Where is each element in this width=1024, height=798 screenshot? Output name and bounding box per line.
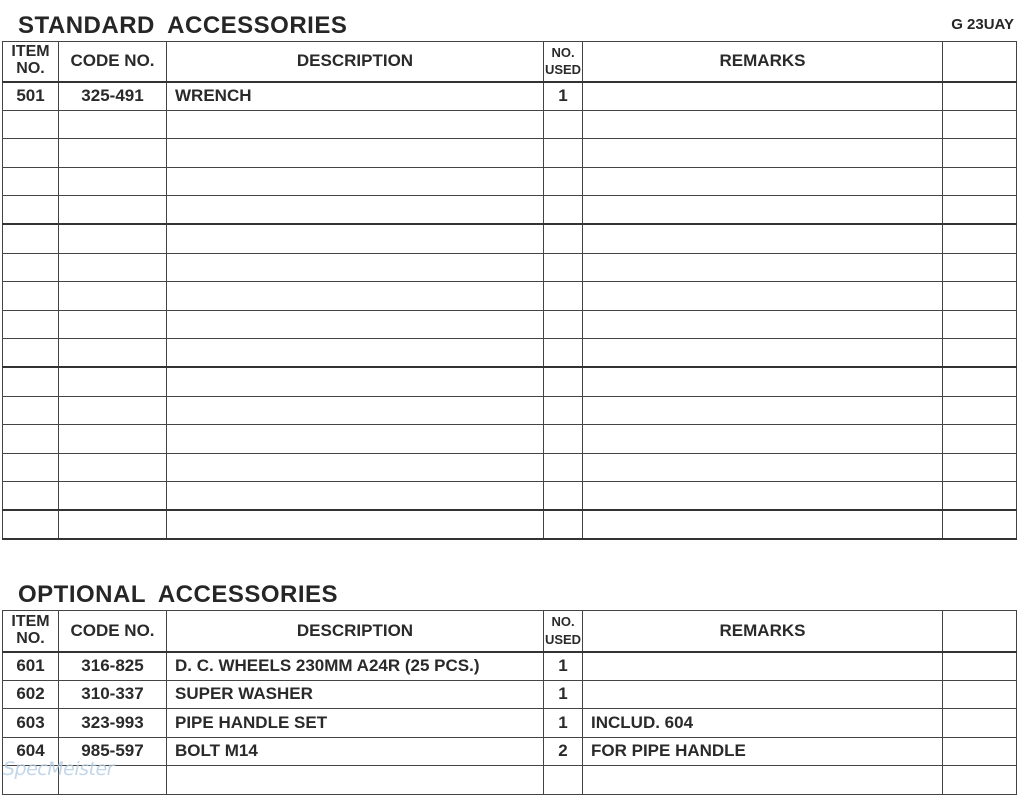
code-no-cell — [59, 282, 167, 311]
remarks-header: REMARKS — [583, 611, 943, 652]
item-no-cell — [3, 339, 59, 368]
table-row — [3, 453, 1017, 482]
table-row — [3, 167, 1017, 196]
table-row — [3, 310, 1017, 339]
description-cell: WRENCH — [167, 82, 544, 111]
remarks-cell — [583, 196, 943, 225]
description-cell: SUPER WASHER — [167, 680, 544, 709]
description-cell: BOLT M14 — [167, 737, 544, 766]
item-no-cell — [3, 396, 59, 425]
no-used-header: NO. USED — [544, 42, 583, 82]
item-no-cell — [3, 510, 59, 539]
remarks-cell — [583, 253, 943, 282]
table-row — [3, 139, 1017, 168]
remarks-cell — [583, 510, 943, 539]
item-no-cell — [3, 110, 59, 139]
optional-accessories-table — [2, 610, 1017, 795]
description-header: DESCRIPTION — [167, 42, 544, 82]
description-cell — [167, 196, 544, 225]
no-used-cell — [544, 339, 583, 368]
blank-cell — [943, 709, 1017, 738]
code-no-header: CODE NO. — [59, 611, 167, 652]
table-row — [3, 510, 1017, 539]
code-no-cell — [59, 367, 167, 396]
item-no-cell: 501 — [3, 82, 59, 111]
remarks-cell — [583, 339, 943, 368]
table-header-row — [3, 42, 1017, 82]
no-used-cell — [544, 367, 583, 396]
blank-cell — [943, 167, 1017, 196]
code-no-cell — [59, 167, 167, 196]
code-no-header: CODE NO. — [59, 42, 167, 82]
no-used-cell — [544, 396, 583, 425]
code-no-cell — [59, 310, 167, 339]
blank-cell — [943, 680, 1017, 709]
no-used-cell — [544, 310, 583, 339]
table-row — [3, 367, 1017, 396]
item-no-cell — [3, 196, 59, 225]
remarks-cell — [583, 425, 943, 454]
code-no-cell — [59, 224, 167, 253]
blank-cell — [943, 652, 1017, 681]
remarks-header: REMARKS — [583, 42, 943, 82]
no-used-cell — [544, 282, 583, 311]
item-no-cell — [3, 453, 59, 482]
blank-cell — [943, 367, 1017, 396]
item-no-cell: 602 — [3, 680, 59, 709]
blank-cell — [943, 139, 1017, 168]
blank-cell — [943, 737, 1017, 766]
no-used-cell: 1 — [544, 82, 583, 111]
no-used-cell — [544, 224, 583, 253]
code-no-cell: 325-491 — [59, 82, 167, 111]
no-used-cell — [544, 253, 583, 282]
no-used-cell — [544, 167, 583, 196]
code-no-cell: 985-597 — [59, 737, 167, 766]
code-no-cell — [59, 425, 167, 454]
description-cell — [167, 139, 544, 168]
item-no-cell — [3, 482, 59, 511]
description-cell — [167, 310, 544, 339]
blank-cell — [943, 396, 1017, 425]
table-row — [3, 766, 1017, 795]
item-no-cell — [3, 367, 59, 396]
code-no-cell — [59, 396, 167, 425]
description-cell — [167, 282, 544, 311]
table-header-row — [3, 611, 1017, 652]
blank-cell — [943, 110, 1017, 139]
code-no-cell — [59, 339, 167, 368]
no-used-cell — [544, 139, 583, 168]
no-used-cell: 2 — [544, 737, 583, 766]
remarks-cell — [583, 396, 943, 425]
table-row — [3, 253, 1017, 282]
table-row — [3, 652, 1017, 681]
item-no-cell: 601 — [3, 652, 59, 681]
blank-header — [943, 611, 1017, 652]
remarks-cell — [583, 367, 943, 396]
code-no-cell: 323-993 — [59, 709, 167, 738]
remarks-cell — [583, 282, 943, 311]
item-no-cell: 604 — [3, 737, 59, 766]
item-no-cell — [3, 167, 59, 196]
code-no-cell — [59, 110, 167, 139]
remarks-cell: FOR PIPE HANDLE — [583, 737, 943, 766]
item-no-header: ITEM NO. — [3, 42, 59, 82]
remarks-cell — [583, 652, 943, 681]
description-cell — [167, 453, 544, 482]
description-cell — [167, 167, 544, 196]
item-no-cell — [3, 425, 59, 454]
no-used-cell — [544, 482, 583, 511]
description-cell — [167, 510, 544, 539]
item-no-cell — [3, 766, 59, 795]
no-used-cell — [544, 453, 583, 482]
remarks-cell — [583, 766, 943, 795]
remarks-cell — [583, 110, 943, 139]
item-no-cell — [3, 224, 59, 253]
description-header: DESCRIPTION — [167, 611, 544, 652]
no-used-cell — [544, 425, 583, 454]
item-no-header: ITEM NO. — [3, 611, 59, 652]
standard-accessories-title: STANDARD ACCESSORIES — [18, 12, 348, 39]
blank-header — [943, 42, 1017, 82]
description-cell — [167, 253, 544, 282]
remarks-cell — [583, 224, 943, 253]
code-no-cell — [59, 766, 167, 795]
blank-cell — [943, 253, 1017, 282]
code-no-cell — [59, 510, 167, 539]
no-used-cell — [544, 110, 583, 139]
description-cell: D. C. WHEELS 230MM A24R (25 PCS.) — [167, 652, 544, 681]
description-cell — [167, 339, 544, 368]
table-row — [3, 737, 1017, 766]
code-no-cell — [59, 196, 167, 225]
item-no-cell — [3, 253, 59, 282]
item-no-cell — [3, 139, 59, 168]
code-no-cell: 316-825 — [59, 652, 167, 681]
no-used-cell — [544, 766, 583, 795]
remarks-cell — [583, 167, 943, 196]
optional-accessories-title: OPTIONAL ACCESSORIES — [18, 581, 339, 608]
no-used-cell — [544, 510, 583, 539]
remarks-cell: INCLUD. 604 — [583, 709, 943, 738]
remarks-cell — [583, 680, 943, 709]
code-no-cell — [59, 139, 167, 168]
item-no-cell — [3, 310, 59, 339]
blank-cell — [943, 339, 1017, 368]
table-row — [3, 339, 1017, 368]
table-row — [3, 224, 1017, 253]
blank-cell — [943, 310, 1017, 339]
no-used-cell: 1 — [544, 652, 583, 681]
code-no-cell — [59, 482, 167, 511]
table-row — [3, 680, 1017, 709]
description-cell — [167, 425, 544, 454]
no-used-cell: 1 — [544, 680, 583, 709]
description-cell — [167, 367, 544, 396]
watermark-logo: SpecMeister — [3, 758, 114, 780]
standard-accessories-table — [2, 41, 1017, 540]
blank-cell — [943, 82, 1017, 111]
no-used-header: NO. USED — [544, 611, 583, 652]
remarks-cell — [583, 310, 943, 339]
table-row — [3, 282, 1017, 311]
no-used-cell: 1 — [544, 709, 583, 738]
blank-cell — [943, 766, 1017, 795]
description-cell — [167, 482, 544, 511]
description-cell — [167, 110, 544, 139]
blank-cell — [943, 196, 1017, 225]
no-used-cell — [544, 196, 583, 225]
blank-cell — [943, 224, 1017, 253]
remarks-cell — [583, 453, 943, 482]
blank-cell — [943, 425, 1017, 454]
table-row — [3, 709, 1017, 738]
code-no-cell — [59, 453, 167, 482]
table-row — [3, 196, 1017, 225]
item-no-cell: 603 — [3, 709, 59, 738]
item-no-cell — [3, 282, 59, 311]
model-code: G 23UAY — [951, 16, 1014, 33]
code-no-cell: 310-337 — [59, 680, 167, 709]
blank-cell — [943, 482, 1017, 511]
description-cell: PIPE HANDLE SET — [167, 709, 544, 738]
description-cell — [167, 766, 544, 795]
table-row — [3, 425, 1017, 454]
code-no-cell — [59, 253, 167, 282]
blank-cell — [943, 282, 1017, 311]
blank-cell — [943, 453, 1017, 482]
description-cell — [167, 396, 544, 425]
description-cell — [167, 224, 544, 253]
blank-cell — [943, 510, 1017, 539]
remarks-cell — [583, 482, 943, 511]
table-row — [3, 396, 1017, 425]
table-row — [3, 82, 1017, 111]
remarks-cell — [583, 82, 943, 111]
table-row — [3, 482, 1017, 511]
remarks-cell — [583, 139, 943, 168]
table-row — [3, 110, 1017, 139]
